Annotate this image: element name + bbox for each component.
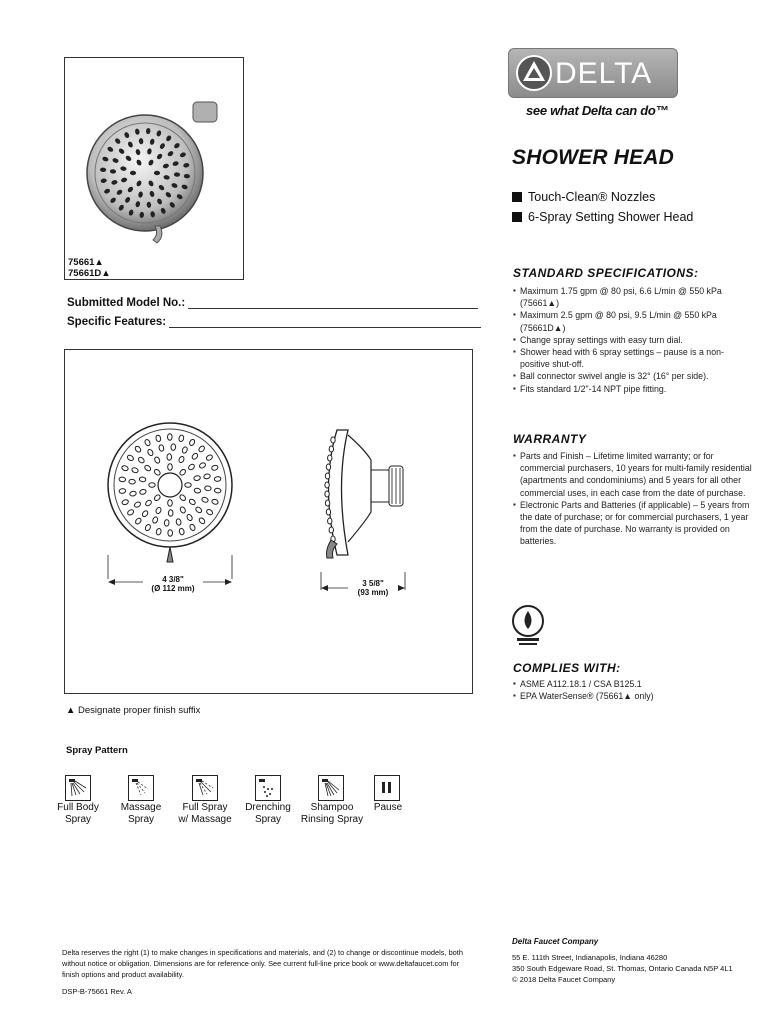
front-width-dimension: 4 3/8" (Ø 112 mm) [143, 575, 203, 593]
spray-label: Shampoo Rinsing Spray [300, 802, 364, 825]
model-number: 75661D▲ [68, 268, 111, 279]
list-item: ▪ Electronic Parts and Batteries (if applicable) – 5 years from the date of purchase; or for commercial purchasers, 1 year from the date of purchase. No warranty is provided on batteries. [513, 499, 753, 548]
list-item: ▪ Maximum 2.5 gpm @ 80 psi, 9.5 L/min @ 550 kPa (75661D▲) [513, 309, 753, 333]
finish-suffix-note: ▲ Designate proper finish suffix [66, 705, 201, 716]
feature-item: Touch-Clean® Nozzles [512, 190, 655, 204]
complies-list [513, 678, 753, 702]
front-view-drawing [108, 423, 232, 562]
bullet-square-icon [512, 212, 522, 222]
delta-logo [508, 48, 678, 98]
submitted-model-field[interactable] [188, 298, 478, 309]
drenching-spray-icon [255, 775, 281, 801]
spray-label: Pause [373, 802, 403, 813]
complies-heading: COMPLIES WITH: [513, 661, 621, 675]
standard-specs-list [513, 285, 753, 395]
list-item: ▪ Parts and Finish – Lifetime limited warranty; or for commercial purchasers, 10 years for multi-family residential (apartments and condominiums) and 5 years for all other commercial uses, in each case from the date of purchase. [513, 450, 753, 499]
full-spray-massage-icon [192, 775, 218, 801]
product-photo-frame [64, 57, 244, 280]
document-code: DSP-B-75661 Rev. A [62, 987, 132, 996]
delta-triangle-icon [515, 54, 553, 92]
company-name: Delta Faucet Company [512, 937, 599, 946]
logo-wordmark: DELTA [555, 57, 653, 90]
list-item: ▪ Fits standard 1/2"-14 NPT pipe fitting. [513, 383, 753, 395]
spray-label: Full Body Spray [57, 802, 99, 825]
disclaimer-text: Delta reserves the right (1) to make changes in specifications and materials, and (2) to change or discontinue models, both without notice or obligation. Dimensions are for reference only. See current full-line price book or www.deltafaucet.com for finish options and product availability. [62, 948, 463, 979]
list-item: ▪ Maximum 1.75 gpm @ 80 psi, 6.6 L/min @ 550 kPa (75661▲) [513, 285, 753, 309]
list-item: ▪ Shower head with 6 spray settings – pause is a non-positive shut-off. [513, 346, 753, 370]
submitted-model-line [67, 297, 478, 309]
specific-features-field[interactable] [169, 317, 481, 328]
shower-head-photo [65, 58, 243, 279]
spray-pattern-heading: Spray Pattern [66, 745, 128, 756]
warranty-heading: WARRANTY [513, 432, 587, 446]
model-number-list [68, 257, 111, 279]
feature-item: 6-Spray Setting Shower Head [512, 210, 693, 224]
standard-specs-heading: STANDARD SPECIFICATIONS: [513, 266, 699, 280]
spray-label: Massage Spray [120, 802, 162, 825]
submitted-model-label: Submitted Model No.: [67, 297, 186, 309]
company-address: 55 E. 111th Street, Indianapolis, Indiana 46280 350 South Edgeware Road, St. Thomas, Ontario Canada N5P 4L1 © 2018 Delta Faucet Company [512, 953, 733, 984]
technical-drawing [65, 350, 472, 693]
shampoo-rinsing-icon [318, 775, 344, 801]
watersense-logo-icon [511, 604, 545, 648]
list-item: ▪ Change spray settings with easy turn dial. [513, 334, 753, 346]
massage-spray-icon [128, 775, 154, 801]
list-item: ▪ Ball connector swivel angle is 32° (16° per side). [513, 370, 753, 382]
page-title: SHOWER HEAD [512, 146, 675, 169]
list-item: ▪ EPA WaterSense® (75661▲ only) [513, 690, 753, 702]
pause-icon [374, 775, 400, 801]
list-item: ▪ ASME A112.18.1 / CSA B125.1 [513, 678, 753, 690]
side-depth-dimension: 3 5/8" (93 mm) [348, 579, 398, 597]
model-number: 75661▲ [68, 257, 104, 268]
warranty-list [513, 450, 753, 548]
specific-features-line [67, 316, 481, 328]
full-body-spray-icon [65, 775, 91, 801]
technical-drawing-frame [64, 349, 473, 694]
bullet-square-icon [512, 192, 522, 202]
side-view-drawing [325, 430, 403, 558]
specific-features-label: Specific Features: [67, 316, 167, 328]
spray-label: Drenching Spray [245, 802, 291, 825]
spray-label: Full Spray w/ Massage [178, 802, 232, 825]
brand-tagline: see what Delta can do™ [526, 103, 669, 118]
